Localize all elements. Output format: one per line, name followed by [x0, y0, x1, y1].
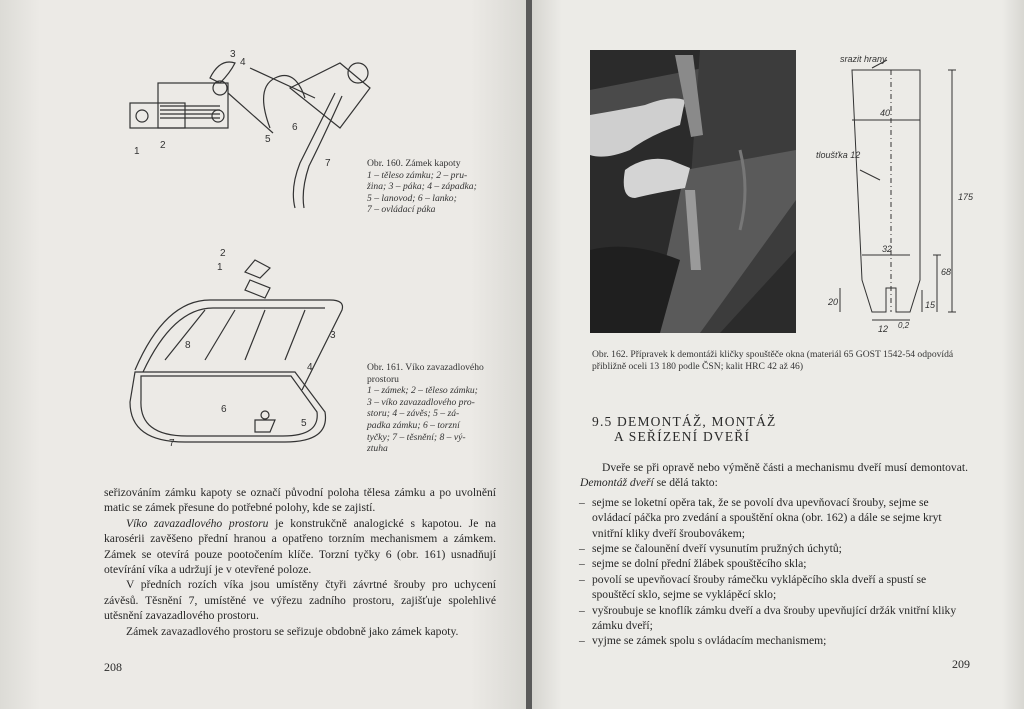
- dim-40: 40: [880, 108, 891, 118]
- fig162-caption-title: Obr. 162. Přípravek k demontáži kličky spouštěče okna: [592, 349, 805, 360]
- fig160-callout-1: 1: [134, 146, 140, 157]
- fig160-caption: [367, 158, 485, 216]
- fig160-caption-title: Obr. 160. Zámek kapoty: [367, 158, 461, 169]
- list-item: – povolí se upevňovací šrouby rámečku vyklápěcího skla dveří a spustí se spouštěcí sklo, sejme se vyklápěcí sklo;: [580, 572, 968, 603]
- page-number-left: 208: [104, 660, 122, 674]
- fig160-drawing: [120, 48, 390, 223]
- fig162-technical-drawing: [802, 50, 1002, 340]
- paragraph: seřizováním zámku kapoty se označí původní poloha tělesa zámku a po uvolnění matic se zámek přesune do potřebné polohy, kde se zajistí.: [104, 486, 496, 515]
- section-heading-line1: 9.5 DEMONTÁŽ, MONTÁŽ: [592, 414, 777, 429]
- fig162-photo-content: [590, 50, 796, 333]
- fig160-caption-item: 5 – lanovod; 6 – lanko;: [367, 192, 457, 204]
- fig160-caption-item: 7 – ovládací páka: [367, 204, 436, 216]
- dim-32: 32: [882, 244, 893, 254]
- dim-20: 20: [828, 297, 839, 307]
- fig161-caption-item: 3 – víko zavazadlového pro-: [367, 396, 475, 408]
- fig161-callout-8: 8: [185, 340, 191, 351]
- section-heading-line2: A SEŘÍZENÍ DVEŘÍ: [614, 429, 751, 444]
- steps-list: [580, 495, 968, 649]
- dim-12: 12: [878, 324, 889, 334]
- fig161-callout-5: 5: [301, 418, 307, 429]
- fig161-caption-item: padka zámku; 6 – torzní: [367, 419, 460, 431]
- label-srazit-hrany: srazit hrany: [840, 54, 887, 64]
- list-item: – vyšroubuje se knoflík zámku dveří a dva šrouby upevňující držák vnitřní kliky zámku dveří;: [580, 603, 968, 634]
- fig160-callout-6: 6: [292, 122, 298, 133]
- fig160-callout-2: 2: [160, 140, 166, 151]
- fig161-caption-item: tyčky; 7 – těsnění; 8 – vý-: [367, 431, 466, 443]
- fig160-callout-3: 3: [230, 49, 236, 60]
- fig160-callout-5: 5: [265, 134, 271, 145]
- right-body-text: [580, 460, 968, 649]
- list-item: – sejme se čalounění dveří vysunutím pružných úchytů;: [580, 541, 968, 556]
- fig161-caption-item: storu; 4 – závěs; 5 – zá-: [367, 408, 460, 420]
- intro-term-italic: Demontáž dveří: [580, 476, 654, 490]
- section-heading: [592, 414, 892, 444]
- page-number-right: 209: [952, 657, 970, 671]
- fig160-caption-item: 1 – těleso zámku; 2 – pru-: [367, 169, 468, 181]
- paragraph-text: je konstrukčně analogické s kapotou. Je na karosérii zavěšeno přední hranou a opatřeno torzním mechanismem a zámkem. Zámek se otevírá pouze pootočením klíče. Torzní tyčky 6 (obr. 161) usnadňují otevírání víka a udržují je v otevřené poloze.: [104, 516, 496, 577]
- intro-paragraph: [580, 460, 968, 491]
- right-page: [532, 0, 1024, 709]
- fig161-callout-1: 1: [217, 262, 223, 273]
- fig162-photo: [590, 50, 796, 333]
- list-item: – vyjme se zámek spolu s ovládacím mechanismem;: [580, 633, 968, 648]
- fig161-callout-7: 7: [169, 438, 175, 449]
- fig161-caption-item: ztuha: [367, 443, 388, 455]
- dim-0-2: 0,2: [898, 321, 910, 330]
- paragraph: [104, 516, 496, 578]
- list-item: – sejme se dolní přední žlábek spouštěcího skla;: [580, 556, 968, 571]
- fig161-caption-item: 1 – zámek; 2 – těleso zámku;: [367, 385, 478, 397]
- dim-68: 68: [941, 267, 952, 277]
- dim-175: 175: [958, 192, 974, 202]
- fig161-caption-item: prostoru: [367, 373, 399, 385]
- fig161-callout-3: 3: [330, 330, 336, 341]
- left-body-text: [104, 485, 496, 639]
- term-italic: Víko zavazadlového prostoru: [126, 516, 269, 530]
- fig161-drawing: [125, 240, 350, 455]
- fig160-callout-7: 7: [325, 158, 331, 169]
- fig160-callout-4: 4: [240, 57, 246, 68]
- label-tloustka: tloušťka 12: [816, 150, 861, 160]
- fig161-caption: [367, 362, 485, 455]
- fig162-caption: [592, 349, 970, 372]
- paragraph: Zámek zavazadlového prostoru se seřizuje obdobně jako zámek kapoty.: [126, 624, 459, 638]
- intro-text: Dveře se při opravě nebo výměně části a mechanismu dveří musí demontovat.: [602, 461, 968, 474]
- fig162-caption-rest: (materiál 65 GOST 1542-54 odpovídá přibližně oceli 13 180 podle ČSN; kalit HRC 42 až 46): [592, 349, 954, 372]
- dim-15: 15: [925, 300, 936, 310]
- fig160-caption-item: žina; 3 – páka; 4 – západka;: [367, 181, 477, 193]
- fig161-caption-title: Obr. 161. Víko zavazadlového: [367, 362, 484, 373]
- fig161-callout-4: 4: [307, 362, 313, 373]
- fig161-callout-6: 6: [221, 404, 227, 415]
- fig161-callout-2: 2: [220, 248, 226, 259]
- paragraph: V předních rozích víka jsou umístěny čtyři závrtné šrouby pro uchycení závěsů. Těsnění 7, umístěné ve výřezu zadního prostoru, zajišťuje spolehlivé utěsnění zavazadlového prostoru.: [104, 578, 496, 623]
- list-item: – sejme se loketní opěra tak, že se povolí dva upevňovací šrouby, sejme se ovládací páčka pro zvedání a spouštění okna (obr. 162) a dále se sejme kryt vnitřní kliky dveří šroubovákem;: [580, 495, 968, 541]
- intro-text-end: se dělá takto:: [653, 476, 718, 490]
